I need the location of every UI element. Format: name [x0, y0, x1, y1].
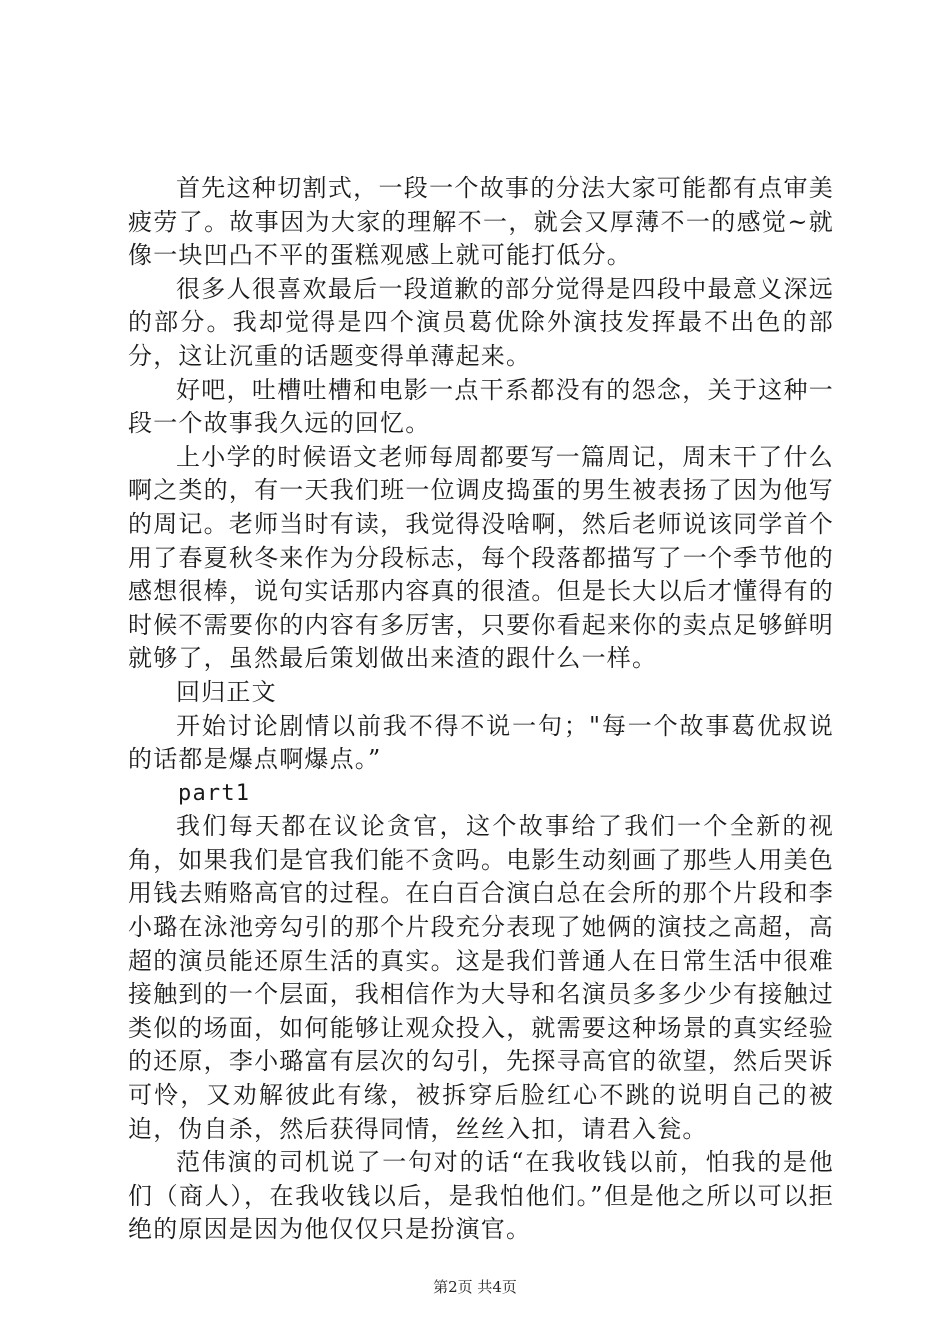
- page-footer: 第2页 共4页: [433, 1278, 517, 1296]
- paragraph-2: 很多人很喜欢最后一段道歉的部分觉得是四段中最意义深远的部分。我却觉得是四个演员葛优除外演技发挥最不出色的部分，这让沉重的话题变得单薄起来。: [128, 274, 834, 370]
- paragraph-3: 好吧，吐槽吐槽和电影一点干系都没有的怨念，关于这种一段一个故事我久远的回忆。: [128, 375, 834, 438]
- paragraph-1: 首先这种切割式，一段一个故事的分法大家可能都有点审美疲劳了。故事因为大家的理解不一，就会又厚薄不一的感觉~就像一块凹凸不平的蛋糕观感上就可能打低分。: [128, 174, 834, 270]
- paragraph-9: 范伟演的司机说了一句对的话“在我收钱以前，怕我的是他们（商人），在我收钱以后，是我怕他们。”但是他之所以可以拒绝的原因是因为他仅仅只是扮演官。: [128, 1148, 834, 1244]
- document-body: [128, 172, 834, 1247]
- paragraph-8: 我们每天都在议论贪官，这个故事给了我们一个全新的视角，如果我们是官我们能不贪吗。电影生动刻画了那些人用美色用钱去贿赂高官的过程。在白百合演白总在会所的那个片段和李小璐在泳池旁勾引的那个片段充分表现了她俩的演技之高超，高超的演员能还原生活的真实。这是我们普通人在日常生活中很难接触到的一个层面，我相信作为大导和名演员多多少少有接触过类似的场面，如何能够让观众投入，就需要这种场景的真实经验的还原，李小璐富有层次的勾引，先探寻高官的欲望，然后哭诉可怜，又劝解彼此有缘，被拆穿后脸红心不跳的说明自己的被迫，伪自杀，然后获得同情，丝丝入扣，请君入瓮。: [128, 812, 834, 1143]
- paragraph-4: 上小学的时候语文老师每周都要写一篇周记，周末干了什么啊之类的，有一天我们班一位调皮捣蛋的男生被表扬了因为他写的周记。老师当时有读，我觉得没啥啊，然后老师说该同学首个用了春夏秋冬来作为分段标志，每个段落都描写了一个季节他的感想很棒，说句实话那内容真的很渣。但是长大以后才懂得有的时候不需要你的内容有多厉害，只要你看起来你的卖点足够鲜明就够了，虽然最后策划做出来渣的跟什么一样。: [128, 442, 834, 673]
- paragraph-6: 开始讨论剧情以前我不得不说一句；"每一个故事葛优叔说的话都是爆点啊爆点。”: [128, 711, 834, 774]
- section-heading-return: 回归正文: [176, 677, 277, 706]
- section-heading-part1: part1: [178, 780, 251, 806]
